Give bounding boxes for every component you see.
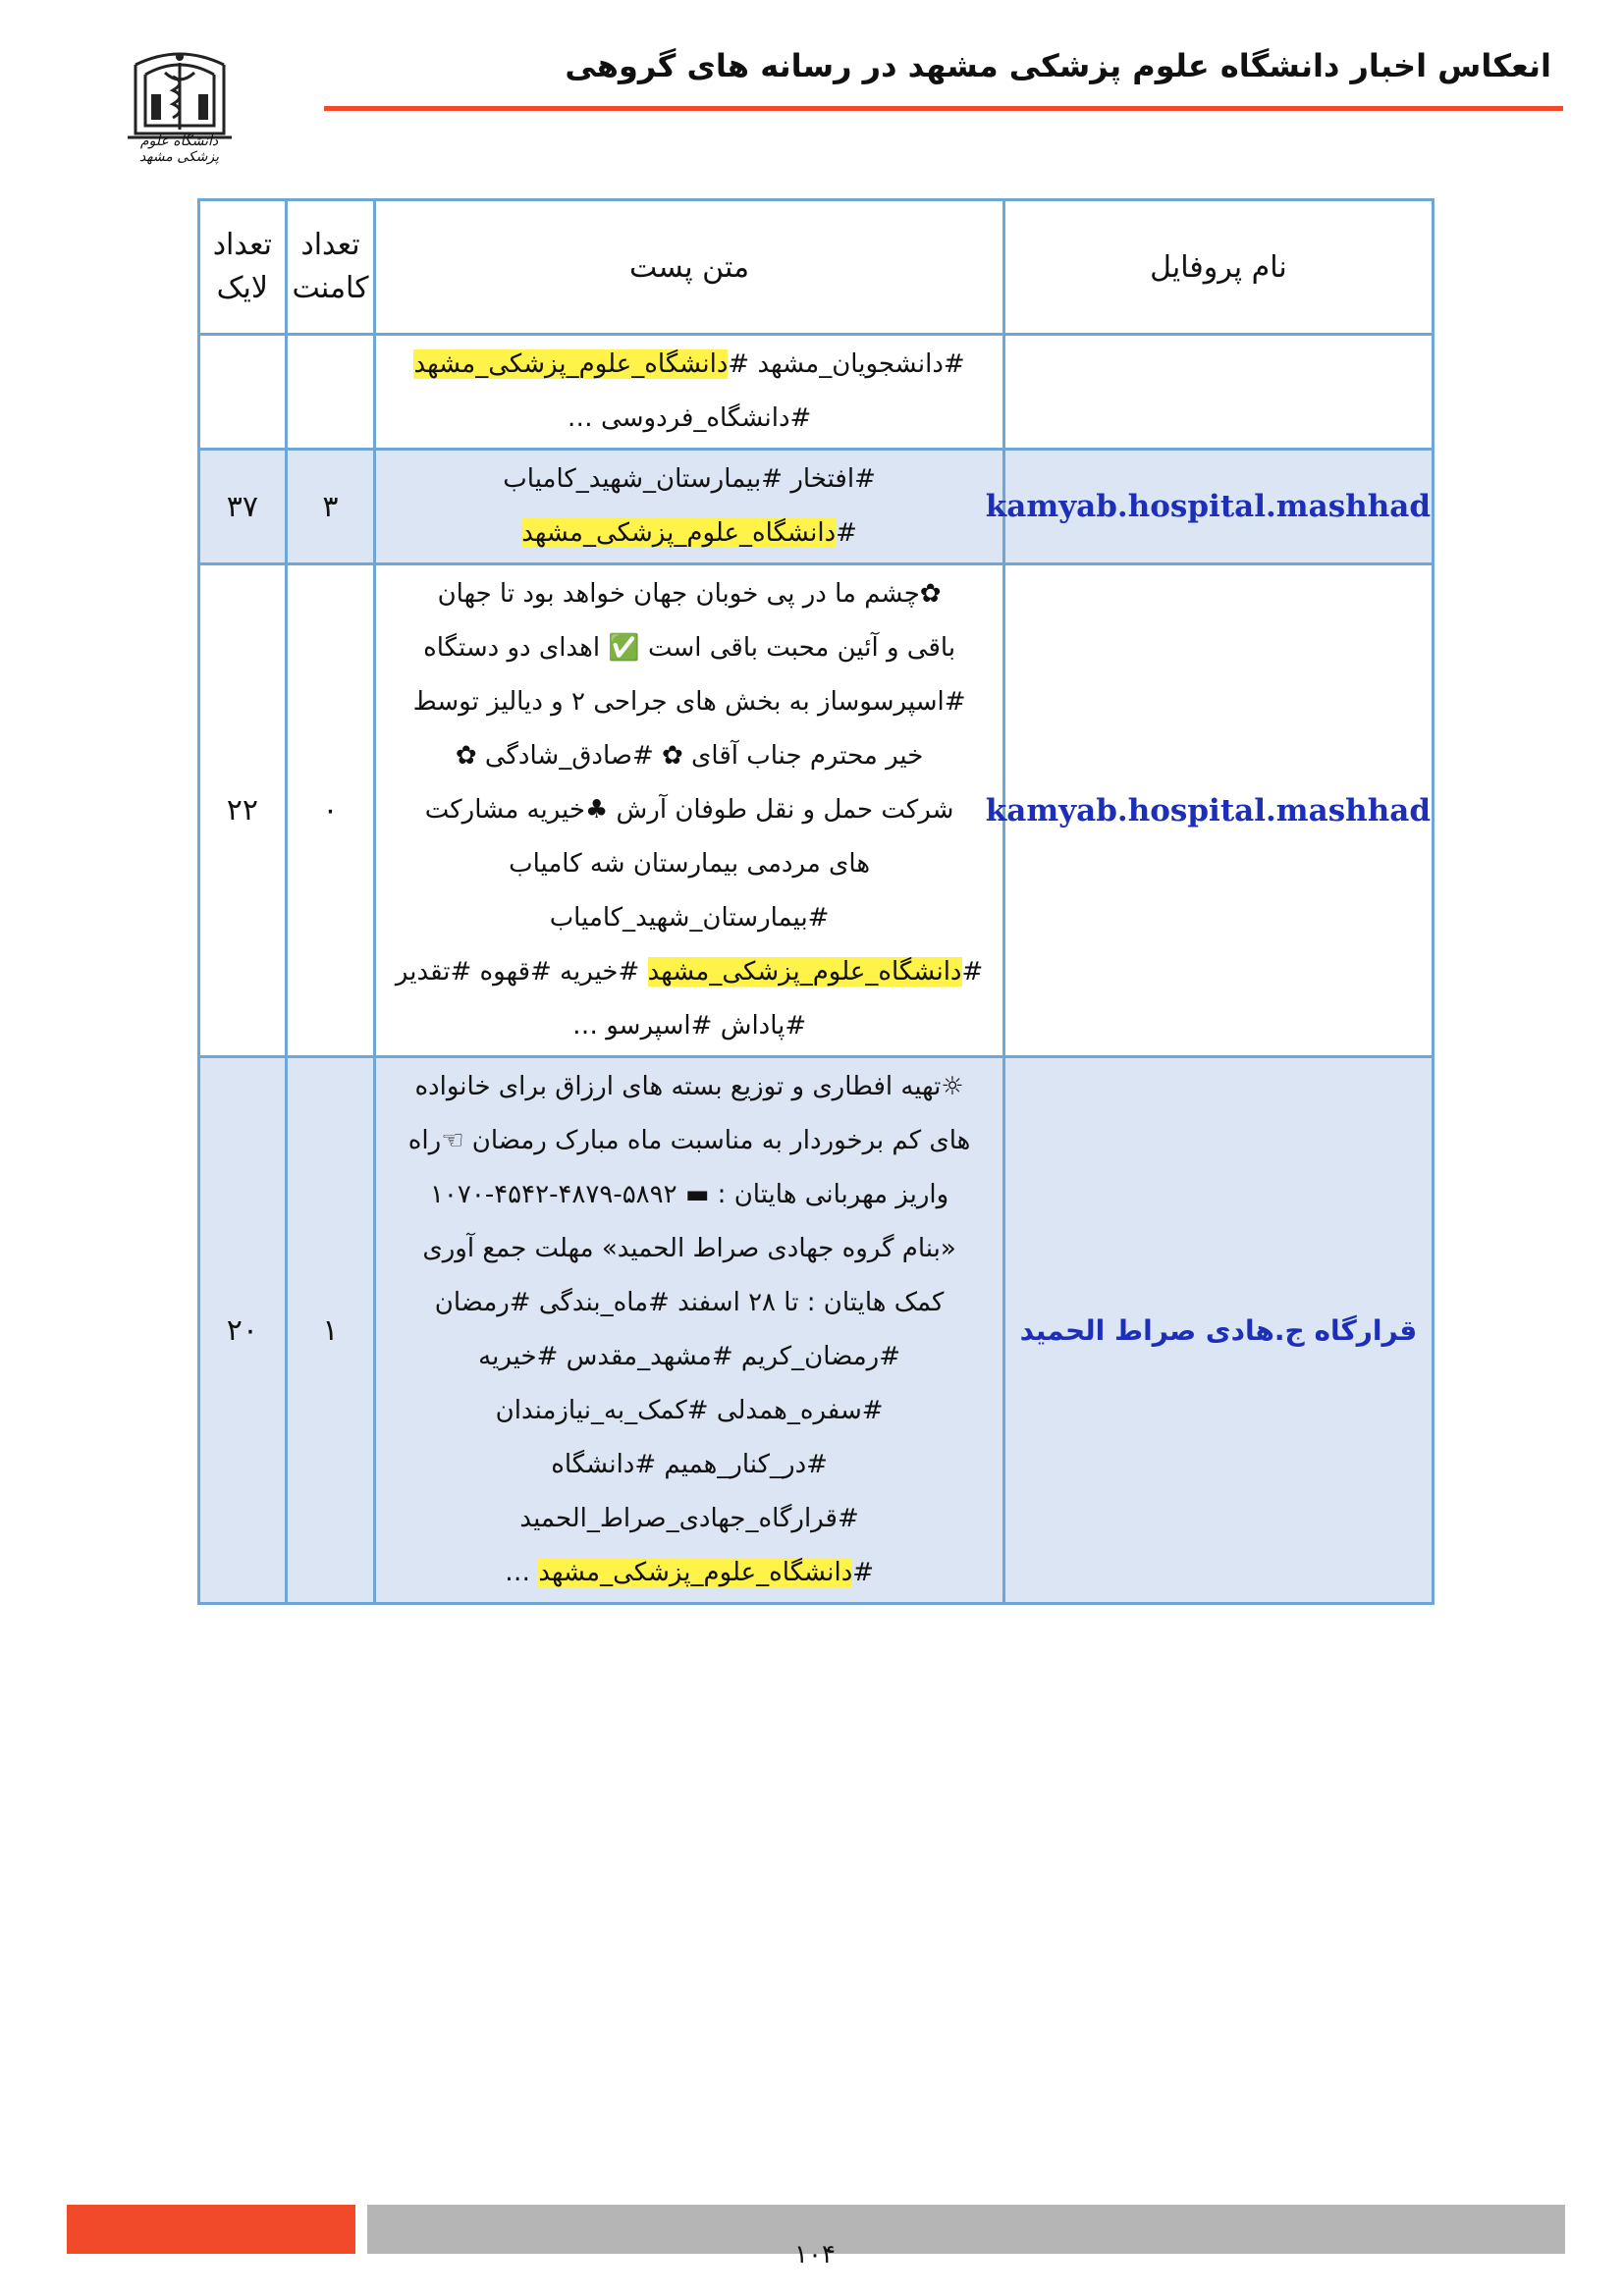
post-text-segment: شرکت حمل و نقل طوفان آرش ♣خیریه مشارکت [424,795,954,825]
post-text-line [390,1492,989,1546]
post-text-line [390,783,989,837]
post-text-segment: «بنام گروه جهادی صراط الحمید» مهلت جمع آوری [422,1234,956,1263]
post-text-line [390,1060,989,1114]
table-row [199,335,1434,450]
post-text-line [390,567,989,621]
footer-gray-bar [367,2205,1565,2254]
table-row [199,1057,1434,1604]
post-text-line [390,1222,989,1276]
post-text-cell [375,335,1004,450]
like-count-cell: ۳۷ [199,450,287,564]
post-text-line [390,507,989,561]
post-text-line [390,1438,989,1492]
post-text-segment: #افتخار #بیمارستان_شهید_کامیاب [503,464,876,494]
post-text-line [390,1330,989,1384]
highlighted-hashtag: دانشگاه_علوم_پزشکی_مشهد [413,349,729,379]
post-text-line [390,891,989,945]
post-text-segment: #دانشجویان_مشهد # [728,349,965,379]
profile-name-cell [1003,1057,1433,1604]
header-comment-line2: کامنت [292,271,369,305]
comment-count-cell: ۱ [286,1057,375,1604]
post-text-line [390,1384,989,1438]
post-text-line [390,1546,989,1600]
post-text-line [390,945,989,999]
like-count-cell [199,335,287,450]
post-text-segment: #بیمارستان_شهید_کامیاب [549,903,830,933]
post-text-line [390,999,989,1053]
post-text-segment: # [961,957,984,987]
highlighted-hashtag: دانشگاه_علوم_پزشکی_مشهد [647,957,962,987]
post-text-line [390,1168,989,1222]
footer-red-bar [67,2205,355,2254]
table-row [199,564,1434,1057]
header-like-count [199,200,287,335]
post-text-segment: ✿چشم ما در پی خوبان جهان خواهد بود تا جهان [437,579,942,609]
post-text-line [390,621,989,675]
profile-name-cell [985,450,1433,564]
header-like-line1: تعداد [212,228,272,262]
post-text-segment: # [836,518,857,548]
post-text-line [390,1276,989,1330]
table-row [199,450,1434,564]
post-text-line [390,837,989,891]
highlighted-hashtag: دانشگاه_علوم_پزشکی_مشهد [538,1558,853,1587]
page-number: ۱۰۴ [794,2240,836,2269]
table-header-row [199,200,1434,335]
header-post-text: متن پست [375,200,1004,335]
post-text-line [390,675,989,729]
post-text-cell [375,564,1004,1057]
post-text-line [390,729,989,783]
profile-link[interactable]: kamyab.hospital.mashhad [985,792,1431,828]
header-comment-line1: تعداد [300,228,360,262]
header-comment-count [286,200,375,335]
post-text-segment: #قرارگاه_جهادی_صراط_الحمید [519,1504,859,1533]
highlighted-hashtag: دانشگاه_علوم_پزشکی_مشهد [521,518,837,548]
profile-link[interactable]: قرارگاه ج.هادی صراط الحمید [1019,1313,1418,1347]
post-text-segment: واریز مهربانی هایتان : ▬ ۵۸۹۲-۴۸۷۹-۴۵۴۲-۱۰۷۰ [429,1180,949,1209]
header-like-line2: لایک [216,271,268,305]
post-text-segment: خیر محترم جناب آقای ✿ #صادق_شادگی ✿ [455,741,924,771]
post-text-segment: #پاداش #اسپرسو … [571,1011,807,1041]
header-profile-name: نام پروفایل [1003,200,1433,335]
post-text-segment: های کم برخوردار به مناسبت ماه مبارک رمضان ☜راه [407,1126,971,1155]
post-text-segment: باقی و آئین محبت باقی است ✅ اهدای دو دستگاه [423,633,956,663]
post-text-line [390,1114,989,1168]
post-text-segment: های مردمی بیمارستان شه کامیاب [509,849,871,879]
like-count-cell: ۲۰ [199,1057,287,1604]
post-text-line [390,392,989,446]
page-title: انعکاس اخبار دانشگاه علوم پزشکی مشهد در رسانه های گروهی [565,47,1551,84]
profile-name-cell [1003,335,1433,450]
comment-count-cell: ۰ [286,564,375,1057]
profile-link[interactable]: kamyab.hospital.mashhad [985,489,1431,524]
post-text-segment: #سفره_همدلی #کمک_به_نیازمندان [495,1396,884,1425]
post-text-line [390,453,989,507]
post-text-segment: ☼تهیه افطاری و توزیع بسته های ارزاق برای خانواده [414,1072,964,1101]
post-text-segment: … [505,1558,539,1587]
post-text-segment: # [852,1558,875,1587]
logo-caption: دانشگاه علوم پزشکی مشهد [139,133,219,165]
post-text-segment: #اسپرسوساز به بخش های جراحی ۲ و دیالیز توسط [412,687,966,717]
post-text-segment: #رمضان_کریم #مشهد_مقدس #خیریه [478,1342,901,1371]
comment-count-cell: ۳ [286,450,375,564]
header-divider [324,106,1563,111]
profile-name-cell [985,564,1433,1057]
post-text-segment: #خیریه #قهوه #تقدیر [395,957,648,987]
post-text-cell [375,1057,1004,1604]
post-text-segment: #در_کنار_همیم #دانشگاه [551,1450,828,1479]
post-text-segment: کمک هایتان : تا ۲۸ اسفند #ماه_بندگی #رمضان [434,1288,945,1317]
post-text-line [390,338,989,392]
comment-count-cell [286,335,375,450]
post-text-segment: #دانشگاه_فردوسی … [567,403,812,433]
like-count-cell: ۲۲ [199,564,287,1057]
post-text-cell [375,450,1004,564]
posts-table [197,198,1435,1605]
